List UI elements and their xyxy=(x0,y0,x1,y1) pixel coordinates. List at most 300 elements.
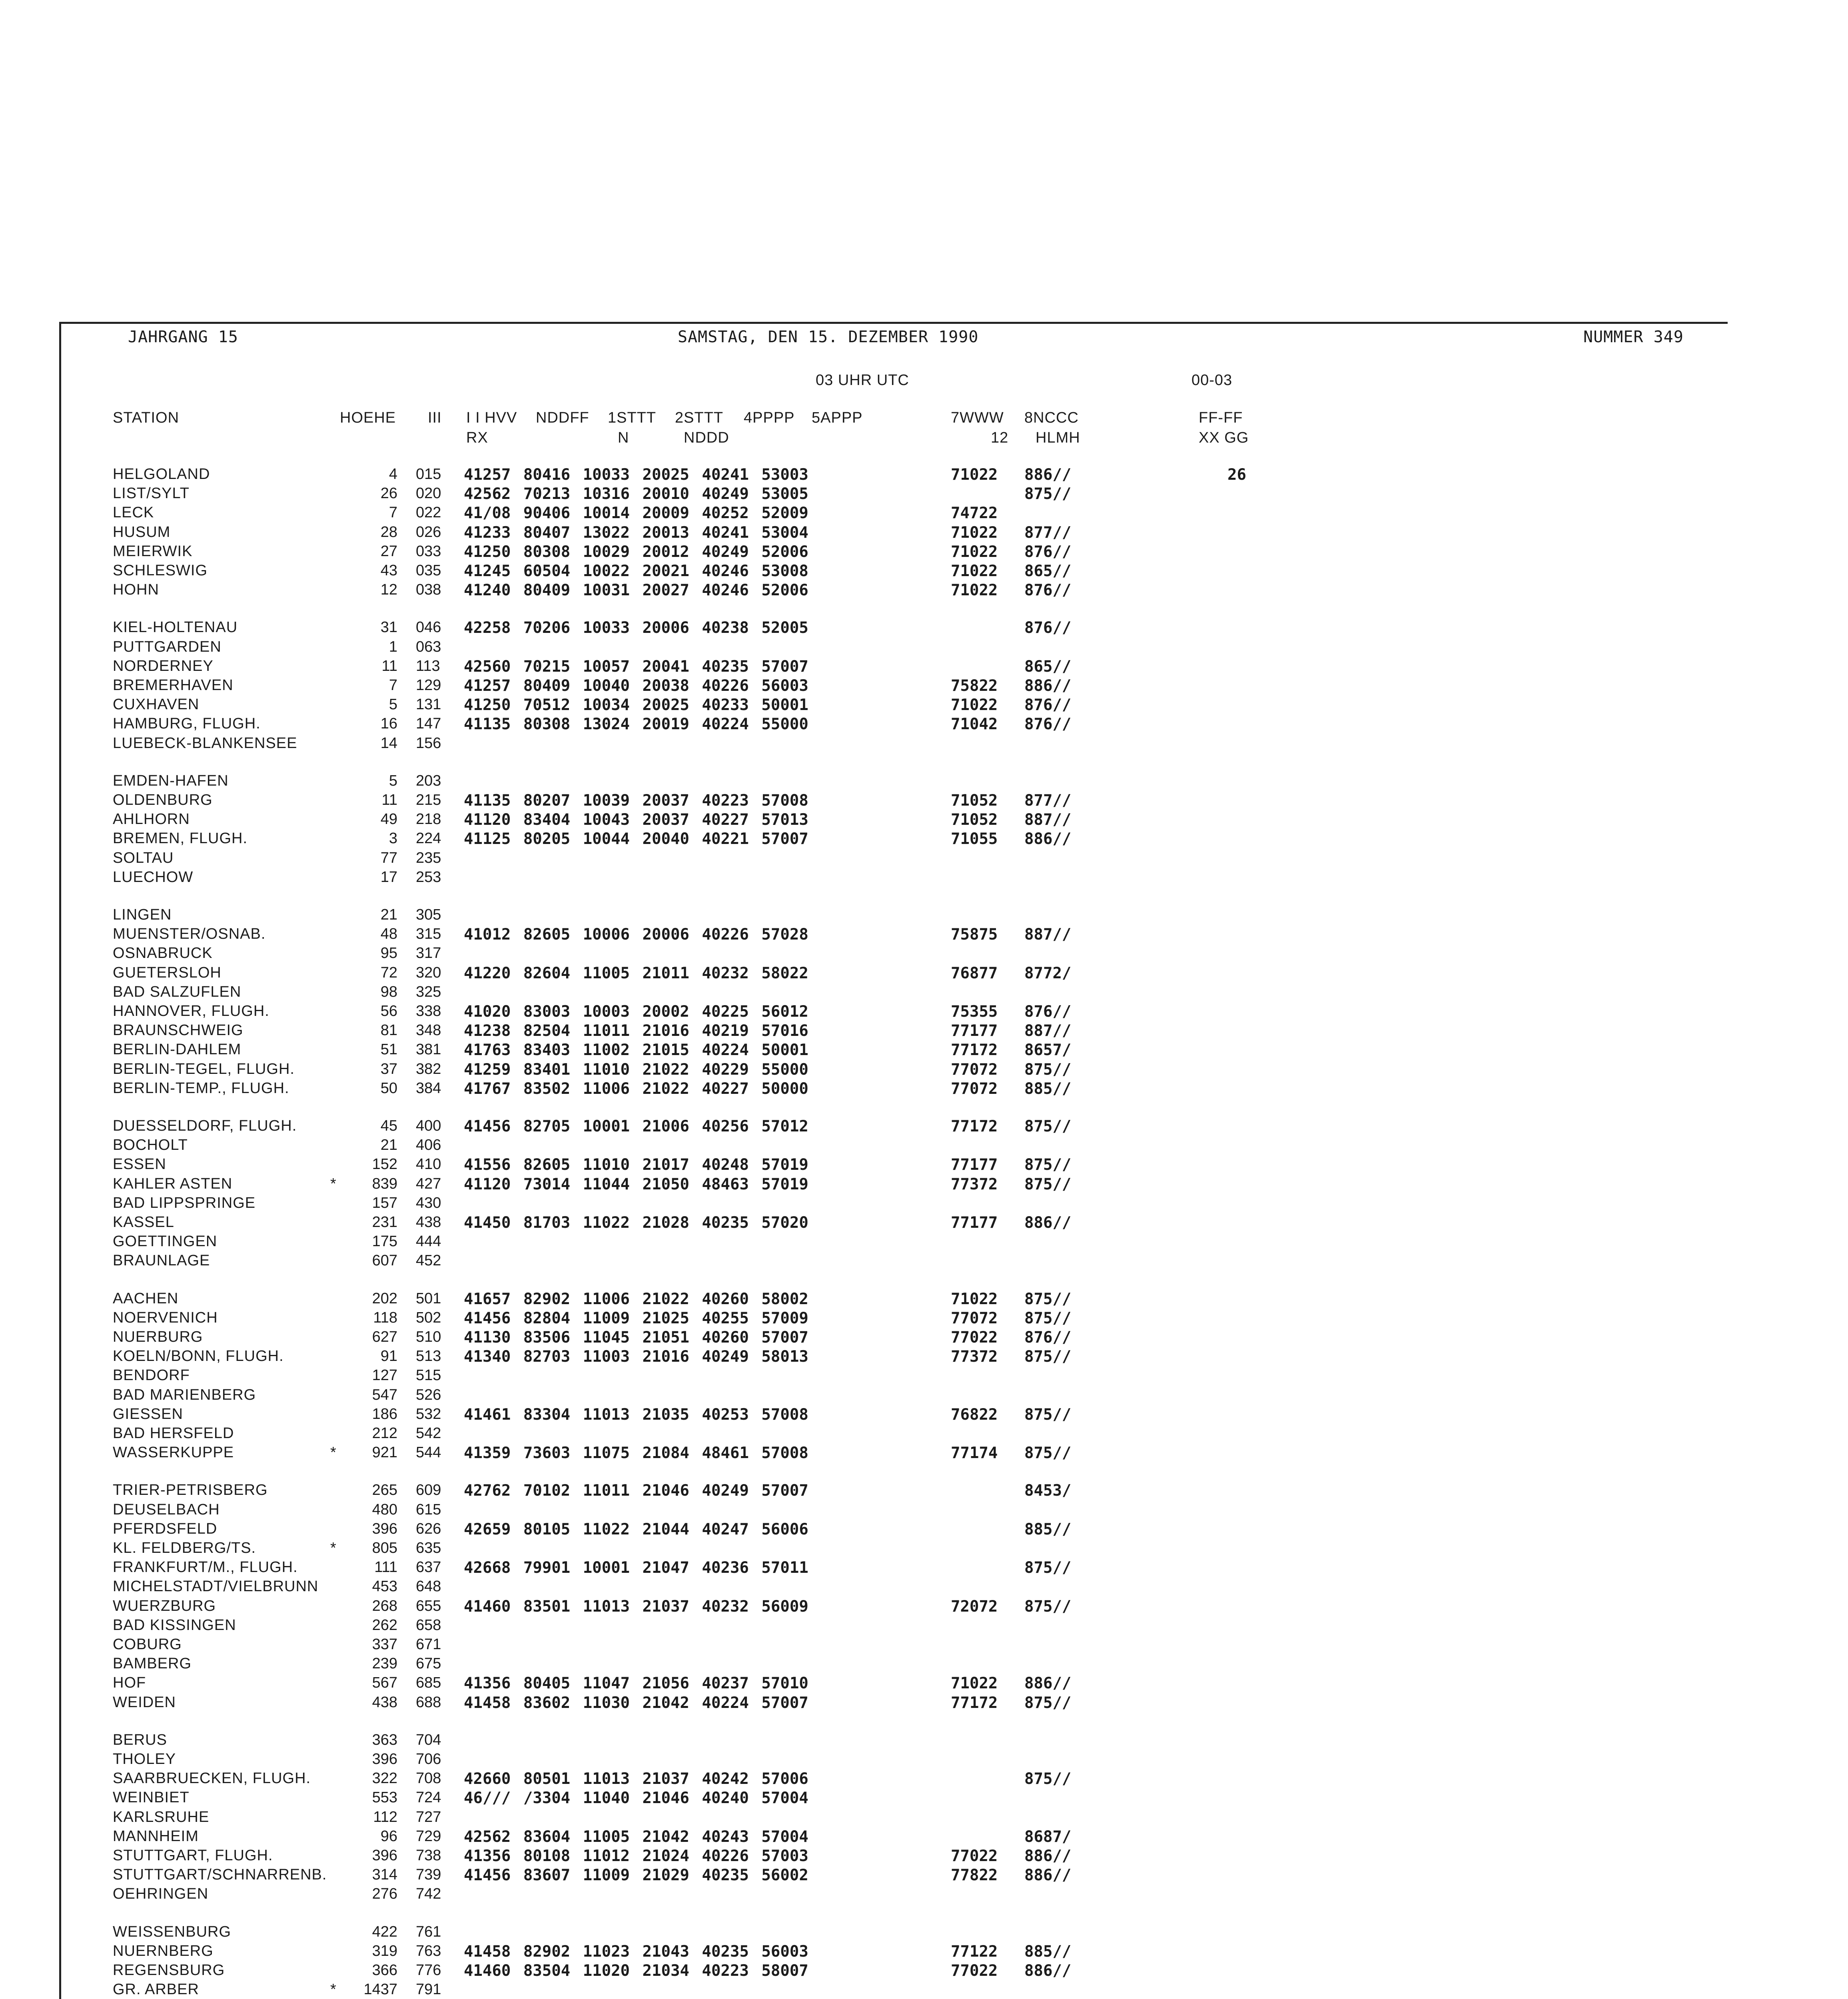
cell-h: 111 xyxy=(374,1559,397,1576)
cell-h: 43 xyxy=(380,562,397,579)
cell-h: 16 xyxy=(380,715,397,732)
cell-station: AHLHORN xyxy=(113,811,190,828)
cell-cl: 876// xyxy=(1024,543,1072,561)
cell-station: BERUS xyxy=(113,1732,167,1748)
cell-h: 7 xyxy=(389,504,397,521)
cell-station: KL. FELDBERG/TS. xyxy=(113,1540,256,1556)
cell-ww: 71022 xyxy=(951,562,998,580)
cell-obs: 41450 81703 11022 21028 40235 57020 xyxy=(464,1214,808,1232)
issue-number: NUMMER 349 xyxy=(1583,328,1684,346)
cell-obs: 42659 80105 11022 21044 40247 56006 xyxy=(464,1520,808,1538)
cell-obs: 41125 80205 10044 20040 40221 57007 xyxy=(464,830,808,848)
cell-id: 609 xyxy=(416,1482,441,1498)
table-row xyxy=(0,1789,1848,1808)
cell-obs: 41356 80405 11047 21056 40237 57010 xyxy=(464,1674,808,1692)
cell-station: OLDENBURG xyxy=(113,792,213,808)
cell-id: 063 xyxy=(416,638,441,655)
cell-station: STUTTGART, FLUGH. xyxy=(113,1847,273,1864)
table-row xyxy=(0,1117,1848,1137)
cell-cl: 886// xyxy=(1024,1674,1072,1692)
cell-h: 319 xyxy=(372,1943,397,1959)
cell-id: 427 xyxy=(416,1175,441,1192)
cell-obs: 41763 83403 11002 21015 40224 50001 xyxy=(464,1041,808,1059)
cell-obs: 42562 70213 10316 20010 40249 53005 xyxy=(464,485,808,503)
cell-obs: 41456 83607 11009 21029 40235 56002 xyxy=(464,1866,808,1884)
cell-station: NUERBURG xyxy=(113,1329,203,1345)
cell-id: 532 xyxy=(416,1406,441,1422)
cell-h: 553 xyxy=(372,1789,397,1806)
col-iii: III xyxy=(428,409,442,426)
cell-obs: 41767 83502 11006 21022 40227 50000 xyxy=(464,1080,808,1098)
cell-cl: 885// xyxy=(1024,1520,1072,1538)
cell-id: 026 xyxy=(416,524,441,541)
cell-cl: 876// xyxy=(1024,581,1072,599)
cell-ww: 74722 xyxy=(951,504,998,522)
cell-station: BERLIN-TEMP., FLUGH. xyxy=(113,1080,289,1097)
cell-h: 268 xyxy=(372,1598,397,1614)
table-row xyxy=(0,1847,1848,1866)
table-row xyxy=(0,1770,1848,1789)
time-label: 03 UHR UTC xyxy=(816,372,909,389)
col-xxgg: XX GG xyxy=(1199,429,1249,446)
cell-id: 515 xyxy=(416,1367,441,1384)
cell-h: 112 xyxy=(373,1809,397,1825)
table-row xyxy=(0,638,1848,658)
cell-id: 129 xyxy=(416,677,441,694)
cell-ww: 71055 xyxy=(951,830,998,848)
cell-station: OEHRINGEN xyxy=(113,1885,209,1902)
cell-id: 626 xyxy=(416,1520,441,1537)
col-station: STATION xyxy=(113,409,180,426)
table-row xyxy=(0,485,1848,504)
table-row xyxy=(0,850,1848,869)
cell-station: BAD MARIENBERG xyxy=(113,1387,256,1403)
cell-station: HOHN xyxy=(113,581,159,598)
cell-ww: 71022 xyxy=(951,581,998,599)
cell-cl: 886// xyxy=(1024,466,1072,484)
cell-id: 729 xyxy=(416,1828,441,1845)
table-row xyxy=(0,619,1848,638)
cell-station: BAD SALZUFLEN xyxy=(113,984,241,1000)
cell-ww: 77177 xyxy=(951,1214,998,1232)
cell-ww: 71022 xyxy=(951,1674,998,1692)
cell-ww: 71042 xyxy=(951,715,998,733)
cell-obs: 41/08 90406 10014 20009 40252 52009 xyxy=(464,504,808,522)
cell-station: LINGEN xyxy=(113,906,172,923)
cell-obs: 41356 80108 11012 21024 40226 57003 xyxy=(464,1847,808,1865)
cell-cl: 8772/ xyxy=(1024,964,1072,982)
cell-h: 152 xyxy=(372,1156,397,1173)
cell-h: 1 xyxy=(389,638,397,655)
cell-station: LIST/SYLT xyxy=(113,485,190,502)
cell-h: 607 xyxy=(372,1252,397,1269)
table-row xyxy=(0,696,1848,715)
cell-cl: 886// xyxy=(1024,1866,1072,1884)
cell-station: BENDORF xyxy=(113,1367,190,1384)
cell-station: KAHLER ASTEN xyxy=(113,1175,233,1192)
cell-station: THOLEY xyxy=(113,1751,176,1768)
cell-star: * xyxy=(330,1175,336,1192)
cell-id: 253 xyxy=(416,869,441,886)
table-row xyxy=(0,1520,1848,1540)
cell-station: CUXHAVEN xyxy=(113,696,200,713)
cell-h: 396 xyxy=(372,1751,397,1768)
cell-obs: 41257 80416 10033 20025 40241 53003 xyxy=(464,466,808,484)
cell-ff: 26 xyxy=(1227,466,1246,484)
table-row xyxy=(0,1061,1848,1080)
cell-id: 131 xyxy=(416,696,441,713)
cell-h: 3 xyxy=(389,830,397,847)
cell-id: 338 xyxy=(416,1003,441,1019)
cell-h: 4 xyxy=(389,466,397,483)
cell-ww: 71052 xyxy=(951,811,998,829)
cell-id: 510 xyxy=(416,1329,441,1345)
col-1sttt: 1STTT xyxy=(608,409,657,426)
cell-station: WASSERKUPPE xyxy=(113,1444,234,1461)
cell-cl: 886// xyxy=(1024,1847,1072,1865)
cell-station: WEIDEN xyxy=(113,1694,176,1711)
cell-h: 11 xyxy=(381,658,397,674)
cell-ww: 72072 xyxy=(951,1598,998,1616)
cell-h: 127 xyxy=(372,1367,397,1384)
cell-obs: 41460 83504 11020 21034 40223 58007 xyxy=(464,1962,808,1980)
cell-id: 671 xyxy=(416,1636,441,1653)
cell-obs: 42562 83604 11005 21042 40243 57004 xyxy=(464,1828,808,1846)
cell-station: HAMBURG, FLUGH. xyxy=(113,715,261,732)
cell-station: SOLTAU xyxy=(113,850,174,866)
cell-station: MUENSTER/OSNAB. xyxy=(113,926,266,942)
cell-h: 314 xyxy=(372,1866,397,1883)
cell-obs: 41130 83506 11045 21051 40260 57007 xyxy=(464,1329,808,1347)
table-row xyxy=(0,1252,1848,1271)
cell-h: 262 xyxy=(372,1617,397,1634)
cell-ww: 77174 xyxy=(951,1444,998,1462)
cell-obs: 42762 70102 11011 21046 40249 57007 xyxy=(464,1482,808,1500)
cell-cl: 875// xyxy=(1024,1770,1072,1788)
cell-id: 156 xyxy=(416,735,441,752)
cell-h: 337 xyxy=(372,1636,397,1653)
cell-obs: 41556 82605 11010 21017 40248 57019 xyxy=(464,1156,808,1174)
cell-id: 430 xyxy=(416,1195,441,1211)
table-row xyxy=(0,1694,1848,1713)
table-row xyxy=(0,466,1848,485)
cell-station: BREMEN, FLUGH. xyxy=(113,830,248,847)
cell-id: 688 xyxy=(416,1694,441,1711)
cell-cl: 876// xyxy=(1024,696,1072,714)
cell-obs: 41461 83304 11013 21035 40253 57008 xyxy=(464,1406,808,1424)
cell-h: 396 xyxy=(372,1847,397,1864)
col-hoehe: HOEHE xyxy=(340,409,396,426)
cell-cl: 876// xyxy=(1024,1329,1072,1347)
cell-h: 17 xyxy=(380,869,397,886)
table-row xyxy=(0,504,1848,523)
cell-id: 776 xyxy=(416,1962,441,1979)
cell-cl: 8657/ xyxy=(1024,1041,1072,1059)
cell-obs: 41257 80409 10040 20038 40226 56003 xyxy=(464,677,808,695)
cell-ww: 77022 xyxy=(951,1329,998,1347)
table-row xyxy=(0,1233,1848,1252)
cell-cl: 875// xyxy=(1024,1694,1072,1712)
table-row xyxy=(0,543,1848,562)
cell-station: GOETTINGEN xyxy=(113,1233,218,1250)
cell-cl: 875// xyxy=(1024,1061,1072,1079)
cell-ww: 77177 xyxy=(951,1022,998,1040)
cell-cl: 8453/ xyxy=(1024,1482,1072,1500)
cell-id: 706 xyxy=(416,1751,441,1768)
cell-h: 231 xyxy=(372,1214,397,1231)
table-row xyxy=(0,1444,1848,1463)
cell-id: 727 xyxy=(416,1809,441,1825)
table-row xyxy=(0,658,1848,677)
cell-ww: 75875 xyxy=(951,926,998,944)
table-row xyxy=(0,1137,1848,1156)
cell-obs: 41120 73014 11044 21050 48463 57019 xyxy=(464,1175,808,1193)
table-row xyxy=(0,1598,1848,1617)
cell-cl: 865// xyxy=(1024,658,1072,676)
cell-cl: 875// xyxy=(1024,1175,1072,1193)
table-row xyxy=(0,1175,1848,1195)
table-row xyxy=(0,1367,1848,1386)
cell-station: BRAUNLAGE xyxy=(113,1252,210,1269)
table-row xyxy=(0,715,1848,734)
cell-h: 118 xyxy=(373,1309,397,1326)
cell-h: 5 xyxy=(389,772,397,789)
cell-station: HANNOVER, FLUGH. xyxy=(113,1003,269,1019)
cell-h: 839 xyxy=(372,1175,397,1192)
cell-id: 739 xyxy=(416,1866,441,1883)
cell-id: 113 xyxy=(416,658,440,674)
cell-h: 627 xyxy=(372,1329,397,1345)
table-row xyxy=(0,1406,1848,1425)
cell-station: WEISSENBURG xyxy=(113,1923,231,1940)
cell-id: 020 xyxy=(416,485,441,502)
col-4pppp: 4PPPP xyxy=(744,409,795,426)
cell-h: 805 xyxy=(372,1540,397,1556)
cell-id: 046 xyxy=(416,619,441,636)
cell-cl: 875// xyxy=(1024,1290,1072,1308)
cell-id: 384 xyxy=(416,1080,441,1097)
cell-id: 635 xyxy=(416,1540,441,1556)
cell-station: SCHLESWIG xyxy=(113,562,208,579)
cell-obs: 41245 60504 10022 20021 40246 53008 xyxy=(464,562,808,580)
cell-id: 738 xyxy=(416,1847,441,1864)
cell-station: REGENSBURG xyxy=(113,1962,225,1979)
table-row xyxy=(0,1290,1848,1309)
cell-obs: 41240 80409 10031 20027 40246 52006 xyxy=(464,581,808,599)
cell-id: 791 xyxy=(416,1981,441,1998)
table-row xyxy=(0,735,1848,754)
cell-station: MICHELSTADT/VIELBRUNN xyxy=(113,1578,319,1595)
cell-station: AACHEN xyxy=(113,1290,179,1307)
cell-id: 655 xyxy=(416,1598,441,1614)
table-row xyxy=(0,581,1848,600)
cell-h: 186 xyxy=(372,1406,397,1422)
cell-h: 50 xyxy=(380,1080,397,1097)
date-label: SAMSTAG, DEN 15. DEZEMBER 1990 xyxy=(678,328,979,346)
table-row xyxy=(0,984,1848,1003)
cell-id: 542 xyxy=(416,1425,441,1442)
cell-cl: 886// xyxy=(1024,830,1072,848)
cell-h: 5 xyxy=(389,696,397,713)
cell-id: 742 xyxy=(416,1885,441,1902)
cell-h: 26 xyxy=(380,485,397,502)
cell-station: HELGOLAND xyxy=(113,466,210,483)
table-row xyxy=(0,1962,1848,1981)
cell-h: 95 xyxy=(380,945,397,962)
cell-obs: 41458 83602 11030 21042 40224 57007 xyxy=(464,1694,808,1712)
cell-h: 12 xyxy=(380,581,397,598)
cell-id: 761 xyxy=(416,1923,441,1940)
cell-cl: 876// xyxy=(1024,715,1072,733)
cell-ww: 77072 xyxy=(951,1309,998,1327)
cell-cl: 875// xyxy=(1024,1309,1072,1327)
cell-station: EMDEN-HAFEN xyxy=(113,772,229,789)
cell-obs: 41135 80308 13024 20019 40224 55000 xyxy=(464,715,808,733)
cell-station: BAD HERSFELD xyxy=(113,1425,234,1442)
cell-cl: 875// xyxy=(1024,485,1072,503)
cell-ww: 76877 xyxy=(951,964,998,982)
cell-obs: 41250 70512 10034 20025 40233 50001 xyxy=(464,696,808,714)
cell-ww: 77372 xyxy=(951,1175,998,1193)
cell-h: 1437 xyxy=(363,1981,397,1998)
cell-station: STUTTGART/SCHNARRENB. xyxy=(113,1866,327,1883)
cell-station: BOCHOLT xyxy=(113,1137,188,1153)
table-row xyxy=(0,1080,1848,1099)
cell-h: 363 xyxy=(372,1732,397,1748)
table-row xyxy=(0,830,1848,849)
cell-station: SAARBRUECKEN, FLUGH. xyxy=(113,1770,311,1787)
cell-id: 320 xyxy=(416,964,441,981)
table-row xyxy=(0,1655,1848,1674)
cell-ww: 75355 xyxy=(951,1003,998,1021)
cell-station: HUSUM xyxy=(113,524,171,541)
cell-station: BAD LIPPSPRINGE xyxy=(113,1195,256,1211)
cell-obs: 42258 70206 10033 20006 40238 52005 xyxy=(464,619,808,637)
cell-id: 215 xyxy=(416,792,441,808)
cell-h: 276 xyxy=(372,1885,397,1902)
cell-id: 675 xyxy=(416,1655,441,1672)
table-row xyxy=(0,792,1848,811)
cell-station: GUETERSLOH xyxy=(113,964,222,981)
cell-obs: 41020 83003 10003 20002 40225 56012 xyxy=(464,1003,808,1021)
cell-station: KIEL-HOLTENAU xyxy=(113,619,238,636)
cell-cl: 887// xyxy=(1024,926,1072,944)
cell-station: MANNHEIM xyxy=(113,1828,199,1845)
cell-id: 406 xyxy=(416,1137,441,1153)
cell-obs: 42660 80501 11013 21037 40242 57006 xyxy=(464,1770,808,1788)
cell-cl: 875// xyxy=(1024,1117,1072,1135)
table-row xyxy=(0,1923,1848,1943)
cell-station: KASSEL xyxy=(113,1214,174,1231)
cell-h: 157 xyxy=(372,1195,397,1211)
table-row xyxy=(0,1751,1848,1770)
cell-id: 381 xyxy=(416,1041,441,1058)
cell-id: 400 xyxy=(416,1117,441,1134)
table-row xyxy=(0,1617,1848,1636)
cell-station: DUESSELDORF, FLUGH. xyxy=(113,1117,297,1134)
cell-station: DEUSELBACH xyxy=(113,1501,220,1518)
cell-id: 637 xyxy=(416,1559,441,1576)
cell-ww: 71022 xyxy=(951,524,998,542)
table-row xyxy=(0,1828,1848,1847)
cell-id: 305 xyxy=(416,906,441,923)
cell-h: 175 xyxy=(372,1233,397,1250)
cell-obs: 41012 82605 10006 20006 40226 57028 xyxy=(464,926,808,944)
table-row xyxy=(0,945,1848,964)
cell-id: 513 xyxy=(416,1348,441,1365)
cell-ww: 77072 xyxy=(951,1061,998,1079)
table-row xyxy=(0,1348,1848,1367)
cell-ww: 77177 xyxy=(951,1156,998,1174)
cell-ww: 71022 xyxy=(951,1290,998,1308)
cell-ww: 77022 xyxy=(951,1847,998,1865)
cell-h: 921 xyxy=(372,1444,397,1461)
cell-obs: 41458 82902 11023 21043 40235 56003 xyxy=(464,1943,808,1961)
cell-h: 21 xyxy=(380,906,397,923)
cell-obs: 41456 82804 11009 21025 40255 57009 xyxy=(464,1309,808,1327)
cell-ww: 77372 xyxy=(951,1348,998,1366)
jahrgang-label: JAHRGANG 15 xyxy=(128,328,238,346)
cell-id: 724 xyxy=(416,1789,441,1806)
cell-cl: 875// xyxy=(1024,1406,1072,1424)
cell-station: BRAUNSCHWEIG xyxy=(113,1022,243,1039)
cell-cl: 875// xyxy=(1024,1444,1072,1462)
cell-obs: 41456 82705 10001 21006 40256 57012 xyxy=(464,1117,808,1135)
cell-id: 526 xyxy=(416,1387,441,1403)
cell-h: 96 xyxy=(380,1828,397,1845)
cell-ww: 77822 xyxy=(951,1866,998,1884)
table-row xyxy=(0,1022,1848,1041)
table-row xyxy=(0,677,1848,696)
cell-h: 28 xyxy=(380,524,397,541)
cell-h: 27 xyxy=(380,543,397,560)
cell-id: 382 xyxy=(416,1061,441,1077)
table-row xyxy=(0,1981,1848,1999)
cell-cl: 885// xyxy=(1024,1080,1072,1098)
cell-cl: 886// xyxy=(1024,1962,1072,1980)
cell-h: 21 xyxy=(380,1137,397,1153)
cell-h: 51 xyxy=(380,1041,397,1058)
col-5appp: 5APPP xyxy=(812,409,863,426)
cell-obs: 41460 83501 11013 21037 40232 56009 xyxy=(464,1598,808,1616)
table-row xyxy=(0,1885,1848,1905)
cell-cl: 865// xyxy=(1024,562,1072,580)
cell-station: LUECHOW xyxy=(113,869,194,886)
cell-id: 348 xyxy=(416,1022,441,1039)
cell-id: 438 xyxy=(416,1214,441,1231)
cell-ww: 71022 xyxy=(951,466,998,484)
cell-station: OSNABRUCK xyxy=(113,945,213,962)
cell-obs: 41250 80308 10029 20012 40249 52006 xyxy=(464,543,808,561)
cell-station: FRANKFURT/M., FLUGH. xyxy=(113,1559,298,1576)
table-row xyxy=(0,1156,1848,1175)
cell-h: 98 xyxy=(380,984,397,1000)
col-8nccc: 8NCCC xyxy=(1024,409,1079,426)
cell-h: 45 xyxy=(380,1117,397,1134)
cell-star: * xyxy=(330,1444,336,1461)
table-row xyxy=(0,772,1848,792)
table-row xyxy=(0,1003,1848,1022)
cell-station: WUERZBURG xyxy=(113,1598,216,1614)
table-row xyxy=(0,811,1848,830)
table-row xyxy=(0,1309,1848,1329)
cell-station: ESSEN xyxy=(113,1156,166,1173)
table-row xyxy=(0,1866,1848,1885)
cell-station: BERLIN-TEGEL, FLUGH. xyxy=(113,1061,295,1077)
cell-station: LUEBECK-BLANKENSEE xyxy=(113,735,297,752)
table-row xyxy=(0,1214,1848,1233)
cell-cl: 875// xyxy=(1024,1598,1072,1616)
